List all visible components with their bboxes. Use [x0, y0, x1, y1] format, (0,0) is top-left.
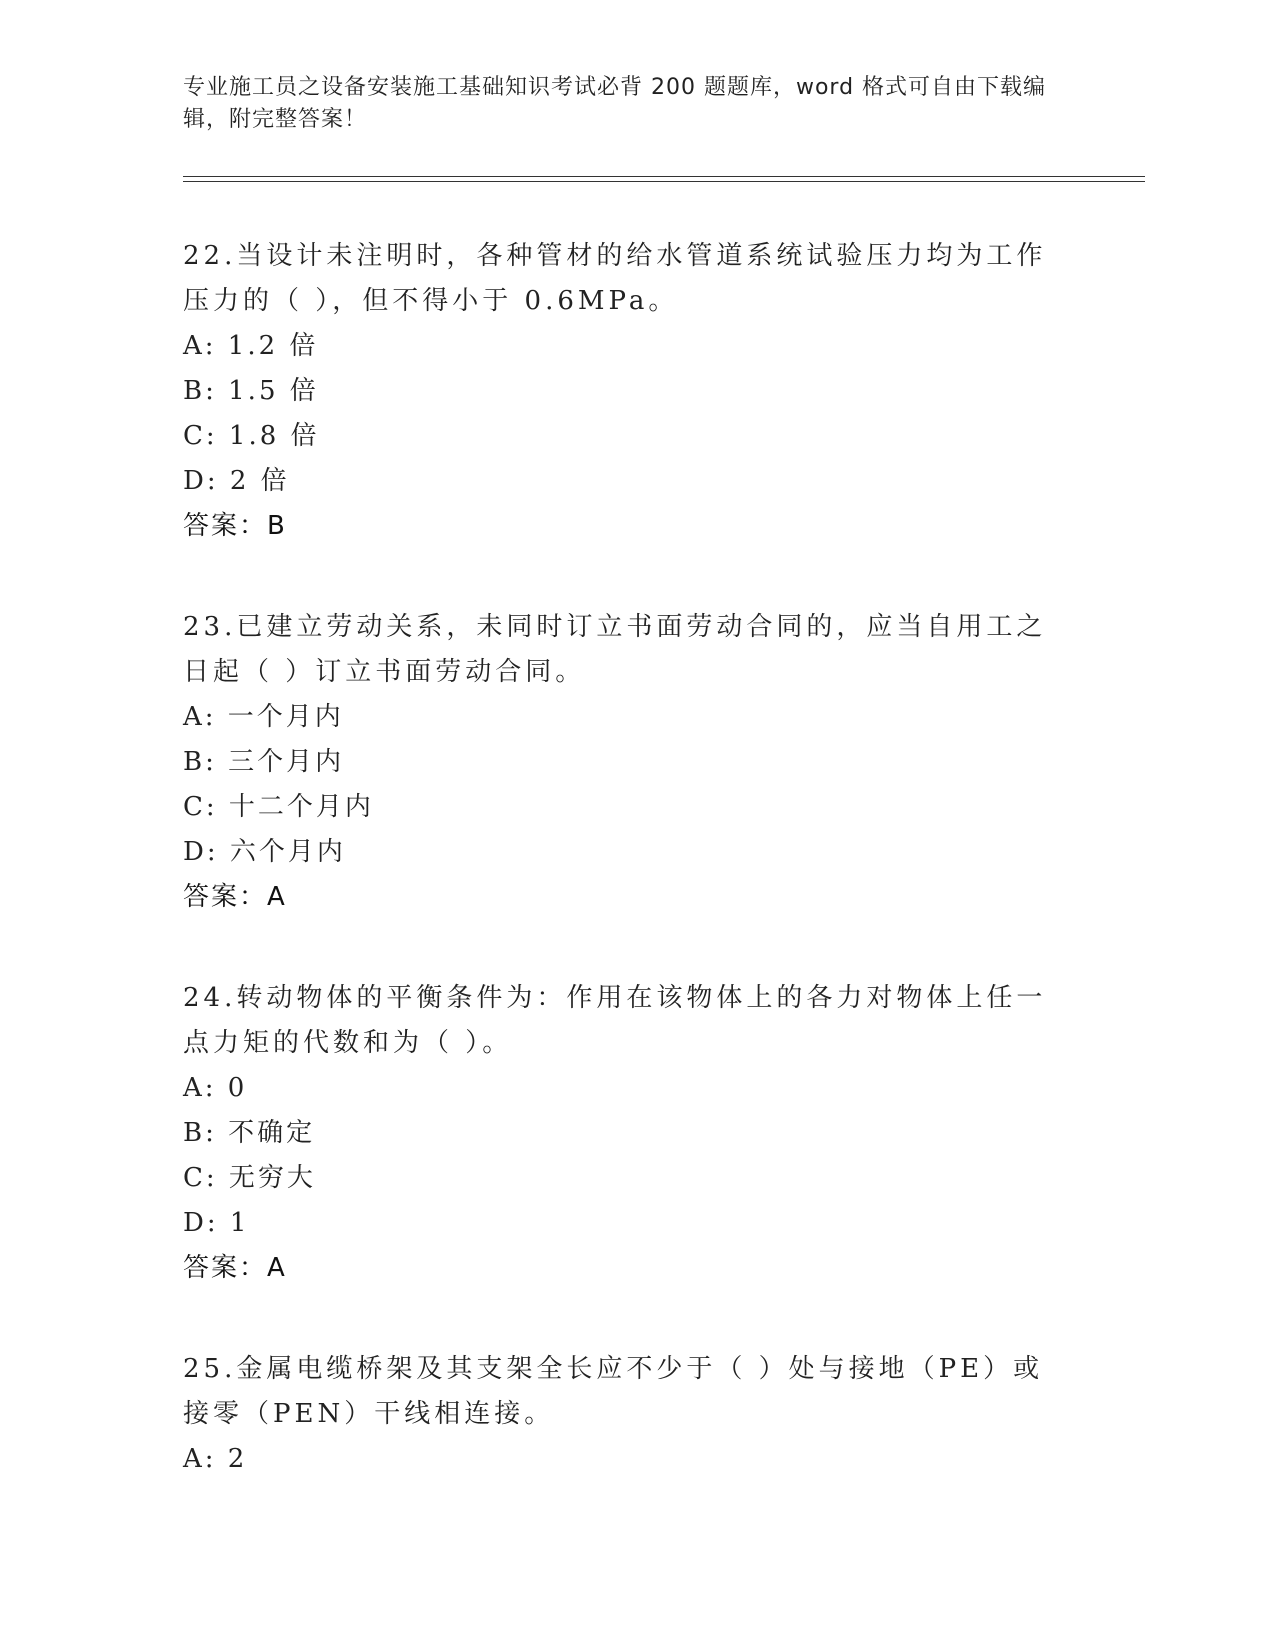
- option-b: B: 三个月内: [183, 747, 345, 777]
- option-b: B: 1.5 倍: [183, 376, 319, 406]
- option-a: A: 2: [183, 1444, 248, 1474]
- option-b: B: 不确定: [183, 1118, 316, 1148]
- option-a: A: 1.2 倍: [183, 331, 319, 361]
- option-d: D: 六个月内: [183, 837, 346, 867]
- option-c: C: 无穷大: [183, 1163, 316, 1193]
- document-header: [183, 72, 1063, 136]
- answer-label: 答案：B: [183, 511, 287, 541]
- question-stem: 25.金属电缆桥架及其支架全长应不少于（ ）处与接地（PE）或接零（PEN）干线相连接。: [183, 1354, 1044, 1429]
- question-22: [183, 234, 1063, 549]
- question-list: [183, 234, 1063, 1538]
- header-title: 专业施工员之设备安装施工基础知识考试必背 200 题题库，word 格式可自由下载编辑，附完整答案！: [183, 75, 1047, 132]
- option-c: C: 1.8 倍: [183, 421, 320, 451]
- option-c: C: 十二个月内: [183, 792, 374, 822]
- option-a: A: 0: [183, 1073, 248, 1103]
- header-divider-bottom: [183, 181, 1145, 182]
- option-d: D: 2 倍: [183, 466, 290, 496]
- answer-label: 答案：A: [183, 882, 287, 912]
- question-25: [183, 1347, 1063, 1482]
- question-24: [183, 976, 1063, 1291]
- question-stem: 23.已建立劳动关系，未同时订立书面劳动合同的，应当自用工之日起（ ）订立书面劳动合同。: [183, 612, 1047, 687]
- question-stem: 22.当设计未注明时，各种管材的给水管道系统试验压力均为工作压力的（ ），但不得小于 0.6MPa。: [183, 241, 1047, 316]
- question-stem: 24.转动物体的平衡条件为：作用在该物体上的各力对物体上任一点力矩的代数和为（ ）。: [183, 983, 1047, 1058]
- answer-label: 答案：A: [183, 1253, 287, 1283]
- option-d: D: 1: [183, 1208, 250, 1238]
- option-a: A: 一个月内: [183, 702, 344, 732]
- question-23: [183, 605, 1063, 920]
- header-divider-top: [183, 176, 1145, 177]
